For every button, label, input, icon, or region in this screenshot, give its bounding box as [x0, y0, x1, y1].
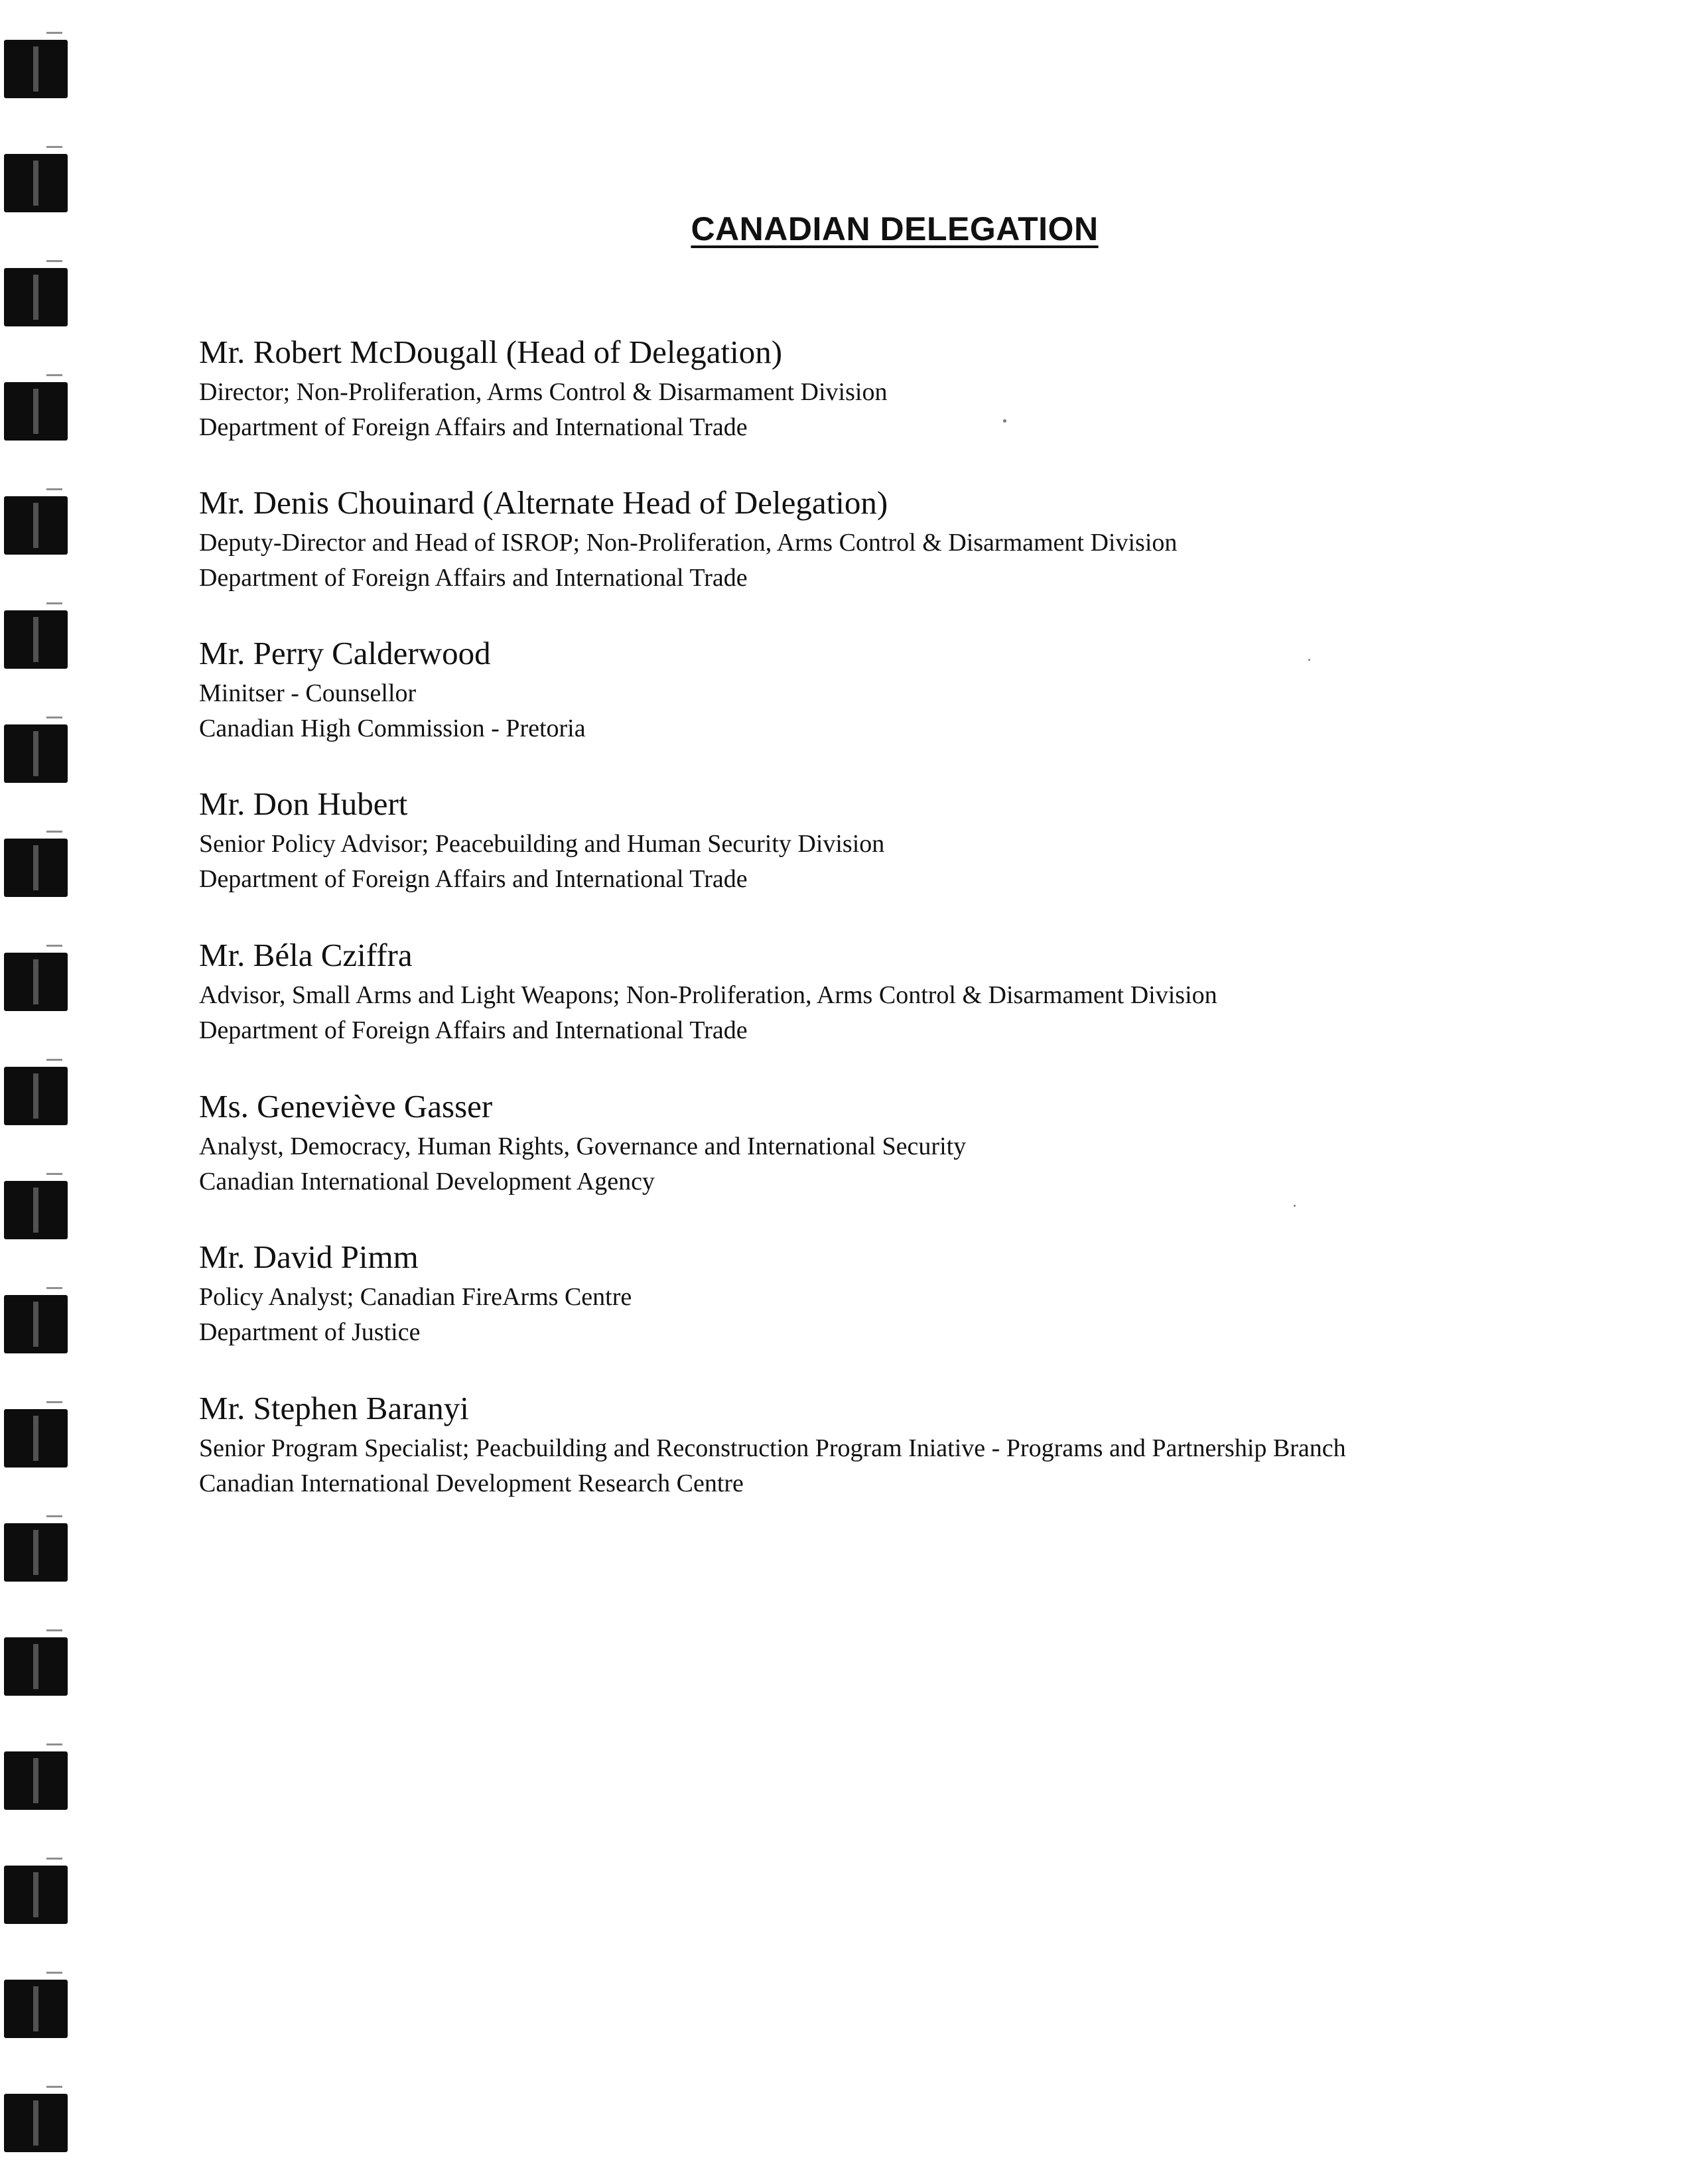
binding-mark: [46, 1972, 62, 1974]
delegate-entry: [199, 937, 1659, 1048]
delegate-name: Mr. Robert McDougall (Head of Delegation): [199, 334, 783, 370]
delegate-title: Deputy-Director and Head of ISROP; Non-Proliferation, Arms Control & Disarmament Division: [199, 529, 1178, 557]
delegate-entry: [199, 484, 1659, 596]
binding-mark: [46, 260, 62, 262]
binding-mark: [46, 1629, 62, 1631]
binding-mark: [46, 32, 62, 34]
delegate-title: Minitser - Counsellor: [199, 679, 417, 707]
binding-hole: [4, 610, 68, 669]
binding-hole: [4, 1637, 68, 1696]
binding-mark: [46, 146, 62, 148]
delegate-organization: Canadian International Development Agency: [199, 1168, 655, 1195]
binding-hole: [4, 40, 68, 98]
delegate-name: Mr. Stephen Baranyi: [199, 1390, 469, 1426]
binding-mark: [46, 1173, 62, 1175]
delegate-name: Mr. Don Hubert: [199, 785, 408, 822]
binding-mark: [46, 602, 62, 604]
binding-mark: [46, 1743, 62, 1745]
delegate-name: Mr. Perry Calderwood: [199, 635, 491, 671]
binding-mark: [46, 488, 62, 490]
binding-mark: [46, 2086, 62, 2088]
delegate-name: Ms. Geneviève Gasser: [199, 1088, 493, 1125]
binding-mark: [46, 831, 62, 833]
delegate-organization: Department of Foreign Affairs and International Trade: [199, 865, 748, 893]
delegate-organization: Department of Foreign Affairs and International Trade: [199, 1016, 748, 1044]
page-title: [0, 210, 1703, 248]
binding-hole: [4, 1980, 68, 2038]
delegate-title: Senior Policy Advisor; Peacebuilding and Human Security Division: [199, 830, 885, 858]
binding-mark: [46, 1059, 62, 1061]
binding-mark: [46, 945, 62, 947]
binding-hole: [4, 1751, 68, 1810]
delegate-title: Advisor, Small Arms and Light Weapons; Non-Proliferation, Arms Control & Disarmament Division: [199, 981, 1217, 1009]
delegate-name: Mr. Denis Chouinard (Alternate Head of Delegation): [199, 484, 888, 521]
scan-speck: [1003, 419, 1006, 423]
binding-hole: [4, 2094, 68, 2152]
binding-hole: [4, 496, 68, 555]
delegate-entry: [199, 785, 1659, 897]
binding-hole: [4, 154, 68, 212]
delegate-entry: [199, 635, 1659, 746]
delegate-entry: [199, 334, 1659, 445]
binding-hole: [4, 1181, 68, 1239]
delegate-name: Mr. David Pimm: [199, 1239, 419, 1275]
binding-mark: [46, 1287, 62, 1289]
page-title-text: CANADIAN DELEGATION: [691, 210, 1099, 247]
delegate-organization: Department of Foreign Affairs and International Trade: [199, 564, 748, 592]
scan-speck: [1308, 659, 1310, 661]
delegate-organization: Department of Justice: [199, 1318, 421, 1346]
delegate-title: Policy Analyst; Canadian FireArms Centre: [199, 1283, 632, 1311]
binding-mark: [46, 374, 62, 376]
binding-mark: [46, 1401, 62, 1403]
delegate-entry: [199, 1088, 1659, 1199]
binding-hole: [4, 1067, 68, 1125]
binding-mark: [46, 1515, 62, 1517]
delegate-title: Director; Non-Proliferation, Arms Control & Disarmament Division: [199, 378, 888, 406]
binding-hole: [4, 953, 68, 1011]
delegate-title: Analyst, Democracy, Human Rights, Governance and International Security: [199, 1132, 967, 1160]
binding-hole: [4, 724, 68, 783]
binding-hole: [4, 1866, 68, 1924]
delegate-title: Senior Program Specialist; Peacbuilding and Reconstruction Program Iniative - Programs and Partnership Branch: [199, 1434, 1346, 1462]
binding-hole: [4, 839, 68, 897]
delegate-entry: [199, 1390, 1659, 1501]
binding-hole: [4, 1295, 68, 1353]
delegate-organization: Canadian International Development Research Centre: [199, 1469, 744, 1497]
delegate-entry: [199, 1239, 1659, 1350]
binding-hole: [4, 1523, 68, 1582]
delegate-organization: Department of Foreign Affairs and International Trade: [199, 413, 748, 441]
binding-hole: [4, 1409, 68, 1467]
binding-hole: [4, 382, 68, 441]
scan-speck: [1294, 1205, 1296, 1207]
delegate-name: Mr. Béla Cziffra: [199, 937, 413, 973]
delegate-organization: Canadian High Commission - Pretoria: [199, 715, 586, 742]
binding-hole: [4, 268, 68, 326]
binding-holes: [0, 0, 80, 2184]
binding-mark: [46, 717, 62, 718]
binding-mark: [46, 1858, 62, 1860]
